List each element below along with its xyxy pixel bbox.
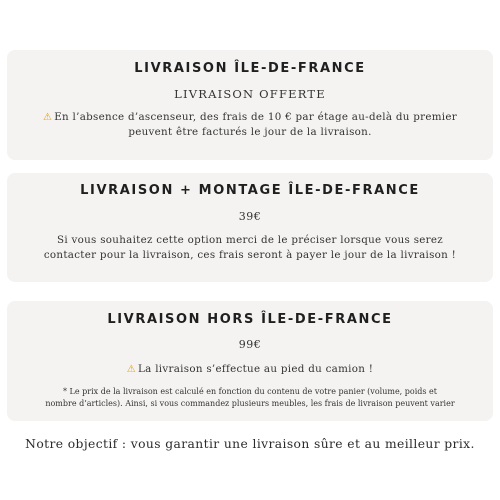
card-title: LIVRAISON HORS ÎLE-DE-FRANCE <box>107 312 393 327</box>
card-title: LIVRAISON ÎLE-DE-FRANCE <box>134 61 366 76</box>
card-note-line: * Le prix de la livraison est calculé en fonction du contenu de votre panier (volume, poids et <box>63 387 437 396</box>
card-body-line: peuvent être facturés le jour de la livraison. <box>128 126 372 138</box>
delivery-card-montage <box>7 173 493 282</box>
card-title: LIVRAISON + MONTAGE ÎLE-DE-FRANCE <box>80 183 420 198</box>
card-note-line: nombre d’articles). Ainsi, si vous commandez plusieurs meubles, les frais de livraison peuvent varier <box>45 399 455 408</box>
card-body-line: Si vous souhaitez cette option merci de le préciser lorsque vous serez <box>56 234 444 246</box>
delivery-card-hors-ile-de-france <box>7 301 493 421</box>
card-body-line: contacter pour la livraison, ces frais seront à payer le jour de la livraison ! <box>43 249 457 261</box>
card-warning-text: La livraison s’effectue au pied du camion ! <box>138 363 374 375</box>
card-body-text: En l’absence d’ascenseur, des frais de 10 € par étage au-delà du premier <box>54 111 458 123</box>
card-warning-line <box>7 362 493 377</box>
warning-icon: ⚠ <box>42 112 53 123</box>
footer-objective-text: Notre objectif : vous garantir une livraison sûre et au meilleur prix. <box>25 437 475 451</box>
card-price: 39€ <box>238 210 262 223</box>
card-price: 99€ <box>238 338 262 351</box>
warning-icon: ⚠ <box>126 364 137 375</box>
card-subtitle: LIVRAISON OFFERTE <box>174 87 326 101</box>
card-body-line <box>7 110 493 125</box>
delivery-card-ile-de-france <box>7 50 493 160</box>
